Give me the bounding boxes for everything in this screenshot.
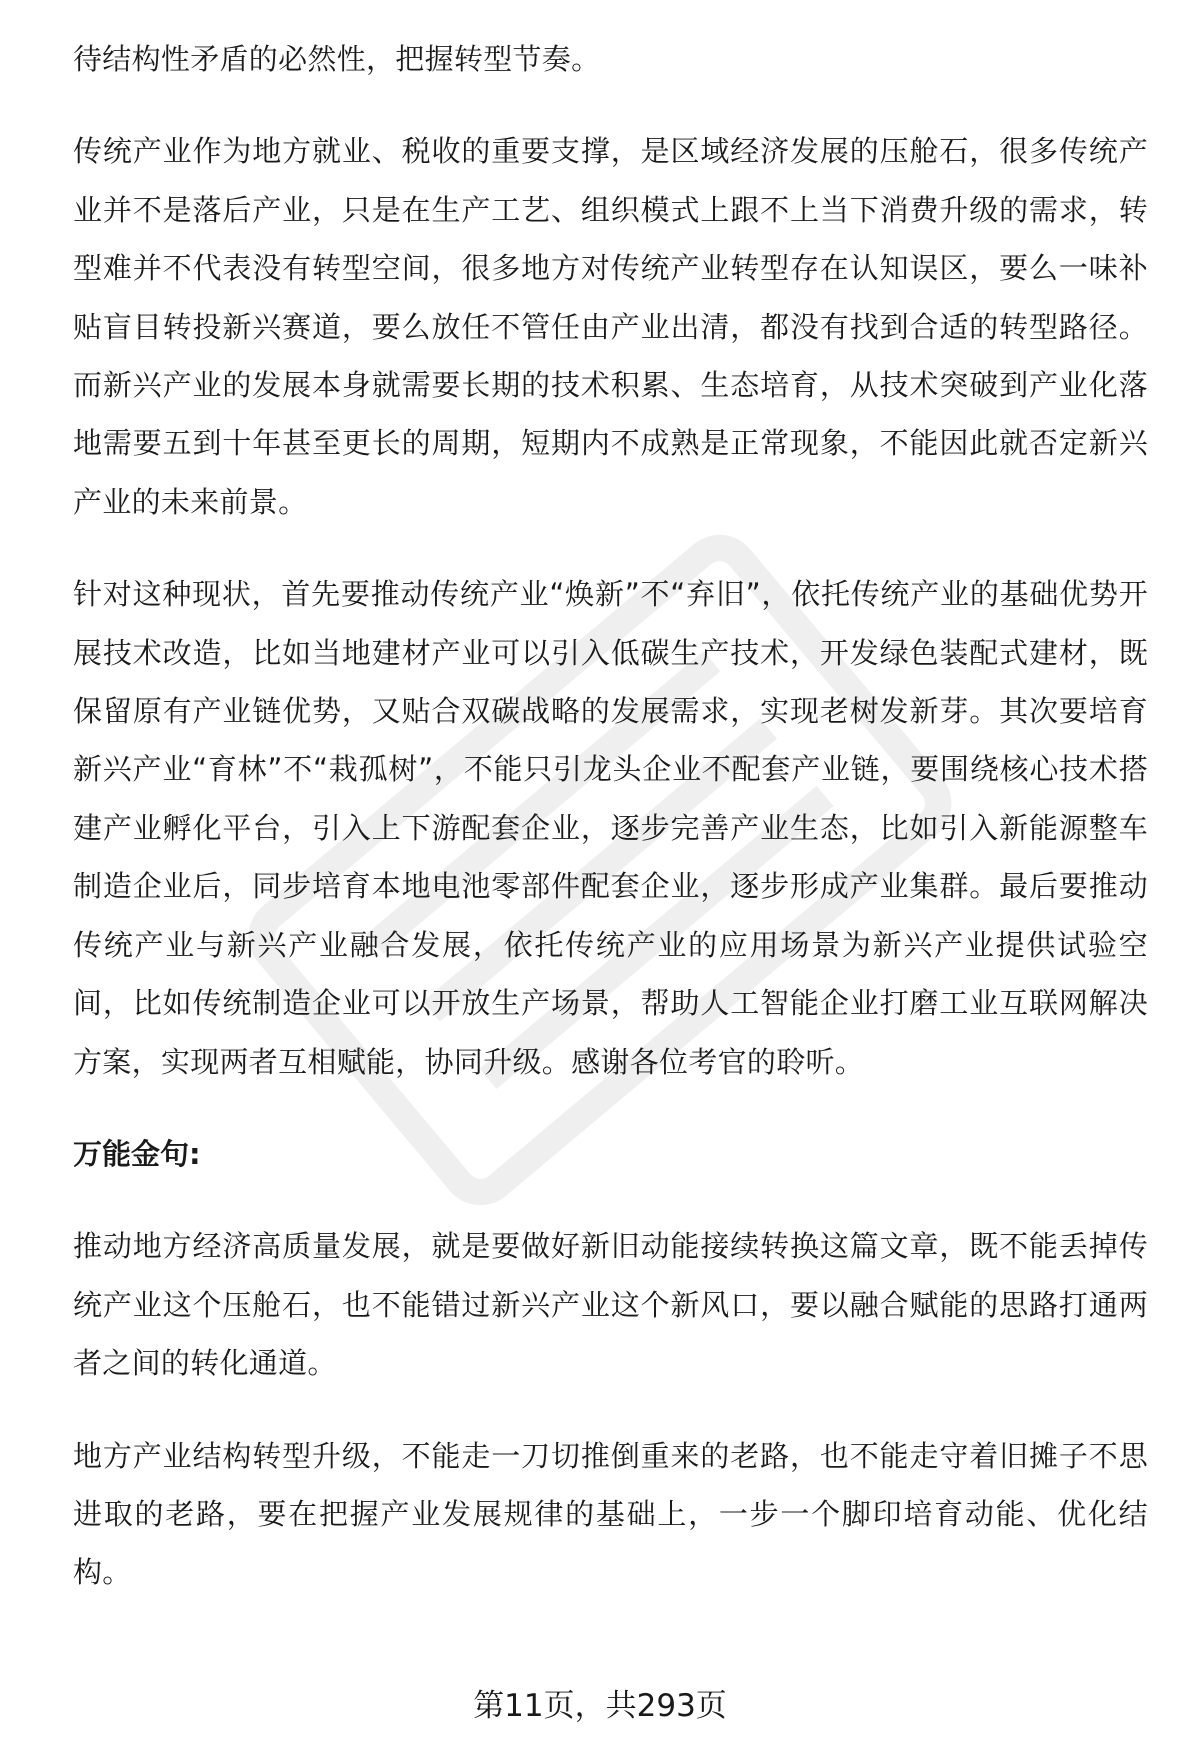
section-heading: 万能金句: <box>73 1136 201 1171</box>
paragraph-countermeasures: 针对这种现状，首先要推动传统产业“焕新”不“弃旧”，依托传统产业的基础优势开展技术改造，比如当地建材产业可以引入低碳生产技术，开发绿色装配式建材，既保留原有产业链优势，又贴合双碳战略的发展需求，实现老树发新芽。其次要培育新兴产业“育林”不“栽孤树”，不能只引龙头企业不配套产业链，要围绕核心技术搭建产业孵化平台，引入上下游配套企业，逐步完善产业生态，比如引入新能源整车制造企业后，同步培育本地电池零部件配套企业，逐步形成产业集群。最后要推动传统产业与新兴产业融合发展，依托传统产业的应用场景为新兴产业提供试验空间，比如传统制造企业可以开放生产场景，帮助人工智能企业打磨工业互联网解决方案，实现两者互相赋能，协同升级。感谢各位考官的聆听。 <box>73 577 1148 1079</box>
paragraph-analysis: 传统产业作为地方就业、税收的重要支撑，是区域经济发展的压舱石，很多传统产业并不是落后产业，只是在生产工艺、组织模式上跟不上当下消费升级的需求，转型难并不代表没有转型空间，很多地方对传统产业转型存在认知误区，要么一味补贴盲目转投新兴赛道，要么放任不管任由产业出清，都没有找到合适的转型路径。而新兴产业的发展本身就需要长期的技术积累、生态培育，从技术突破到产业化落地需要五到十年甚至更长的周期，短期内不成熟是正常现象，不能因此就否定新兴产业的未来前景。 <box>73 134 1148 519</box>
paragraph-quote-2: 地方产业结构转型升级，不能走一刀切推倒重来的老路，也不能走守着旧摊子不思进取的老路，要在把握产业发展规律的基础上，一步一个脚印培育动能、优化结构。 <box>73 1438 1148 1590</box>
paragraph-continuation: 待结构性矛盾的必然性，把握转型节奏。 <box>73 42 601 76</box>
document-body <box>73 30 1148 1602</box>
paragraph-quote-1: 推动地方经济高质量发展，就是要做好新旧动能接续转换这篇文章，既不能丢掉传统产业这个压舱石，也不能错过新兴产业这个新风口，要以融合赋能的思路打通两者之间的转化通道。 <box>73 1229 1148 1381</box>
page-number: 第11页，共293页 <box>473 1688 727 1724</box>
